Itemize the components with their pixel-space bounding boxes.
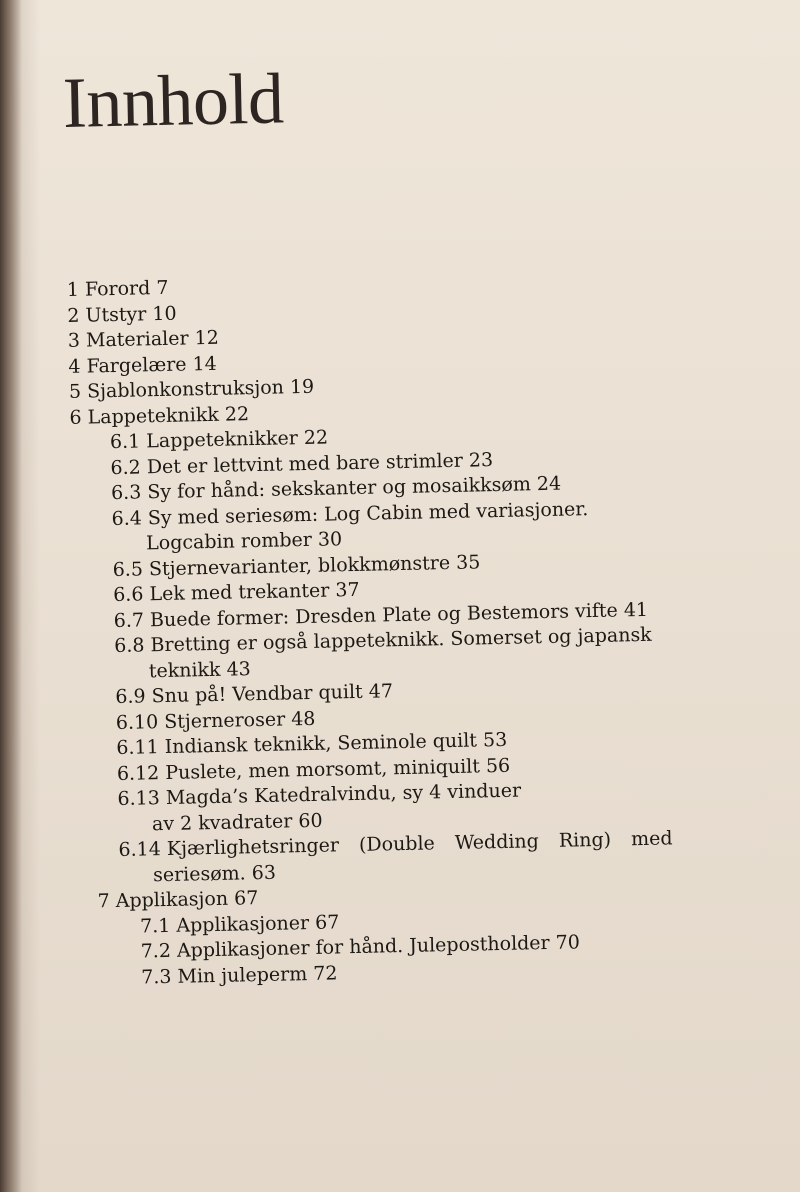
toc-title-line-2: seriesøm.	[152, 862, 246, 887]
toc-number: 6.1	[109, 430, 141, 454]
toc-title: Stjerneroser	[164, 708, 286, 733]
toc-page: 12	[194, 327, 220, 350]
toc-page: 67	[314, 911, 340, 934]
toc-page: 24	[536, 473, 562, 496]
toc-title-line-2: teknikk	[148, 658, 221, 683]
toc-title: Forord	[84, 277, 151, 301]
toc-number: 6.14	[118, 838, 162, 862]
toc-page: 53	[482, 729, 508, 752]
toc-number: 6.13	[117, 787, 161, 811]
toc-title: Lappeteknikker	[146, 427, 299, 453]
toc-title: Puslete, men morsomt, miniquilt	[165, 755, 481, 784]
toc-number: 6.6	[112, 583, 144, 607]
toc-title: Det er lettvint med bare strimler	[146, 449, 464, 479]
toc-title: Applikasjoner	[176, 911, 310, 937]
toc-title: Stjernevarianter, blokkmønstre	[148, 551, 451, 581]
toc-title: Sy for hånd: sekskanter og mosaikksøm	[147, 473, 532, 504]
toc-page: 19	[289, 376, 315, 399]
toc-page: 7	[156, 277, 169, 300]
page-title: Innhold	[62, 58, 285, 143]
toc-title: Materialer	[85, 327, 189, 352]
toc-title: Lappeteknikk	[87, 403, 220, 429]
toc-page: 14	[192, 352, 217, 376]
toc-page: 43	[226, 658, 251, 681]
page-content	[62, 45, 781, 992]
toc-page: 23	[468, 448, 494, 472]
toc-number: 6.11	[116, 736, 159, 760]
toc-page: 41	[623, 598, 649, 622]
toc-title-line-1: Magda’s Katedralvindu, sy 4 vinduer	[165, 779, 522, 810]
toc-page: 48	[290, 707, 316, 731]
toc-page: 22	[224, 403, 250, 426]
toc-title-line-2: av 2 kvadrater	[151, 810, 293, 836]
toc-title: Indiansk teknikk, Seminole quilt	[164, 729, 478, 759]
toc-number: 6.7	[113, 609, 145, 632]
toc-title: Applikasjon	[115, 888, 229, 913]
toc-title: Snu på! Vendbar quilt	[151, 681, 363, 708]
toc-title: Lek med trekanter	[149, 579, 330, 606]
toc-number: 4	[68, 355, 81, 378]
toc-page: 10	[152, 302, 177, 326]
toc-title: Sjablonkonstruksjon	[86, 376, 285, 403]
toc-number: 6	[69, 406, 82, 429]
toc-page: 60	[298, 809, 323, 833]
toc-number: 6.10	[115, 711, 159, 734]
toc-page: 37	[335, 579, 360, 602]
toc-title: Fargelære	[86, 353, 187, 378]
toc-page: 35	[455, 551, 481, 574]
toc-title-line-1: Kjærlighetsringer (Double Wedding Ring) med	[166, 827, 673, 861]
toc-number: 7.1	[139, 914, 171, 938]
toc-number: 6.5	[112, 558, 144, 581]
toc-number: 6.4	[111, 507, 143, 530]
toc-title: Buede former: Dresden Plate og Bestemors vifte	[149, 599, 619, 632]
toc-number: 2	[67, 304, 80, 327]
toc-number: 6.3	[110, 481, 142, 505]
toc-page: 30	[317, 528, 343, 552]
toc-page: 47	[368, 680, 394, 704]
toc-number: 7.3	[141, 965, 172, 989]
toc-number: 6.2	[110, 456, 141, 479]
book-gutter	[0, 0, 22, 1192]
toc-number: 7	[97, 890, 110, 913]
toc-number: 1	[66, 279, 80, 302]
table-of-contents	[67, 264, 782, 993]
toc-title-line-2: Logcabin romber	[145, 529, 313, 555]
toc-page: 70	[555, 931, 581, 955]
toc-number: 6.12	[116, 762, 160, 785]
toc-page: 56	[485, 754, 511, 778]
toc-title-line-1: Bretting er også lappeteknikk. Somerset og japansk	[150, 624, 652, 657]
toc-number: 6.8	[114, 634, 145, 658]
toc-number: 7.2	[140, 940, 172, 963]
toc-page: 63	[251, 861, 277, 885]
toc-number: 6.9	[115, 685, 146, 709]
toc-number: 5	[68, 381, 82, 404]
toc-number: 3	[67, 330, 81, 353]
toc-page: 72	[313, 962, 338, 985]
toc-page: 22	[303, 426, 329, 450]
toc-title-line-1: Sy med seriesøm: Log Cabin med variasjoner.	[147, 497, 589, 530]
toc-page: 67	[233, 887, 259, 910]
toc-title: Min juleperm	[177, 962, 308, 988]
toc-title: Applikasjoner for hånd. Julepostholder	[176, 932, 550, 963]
toc-title: Utstyr	[85, 303, 147, 327]
